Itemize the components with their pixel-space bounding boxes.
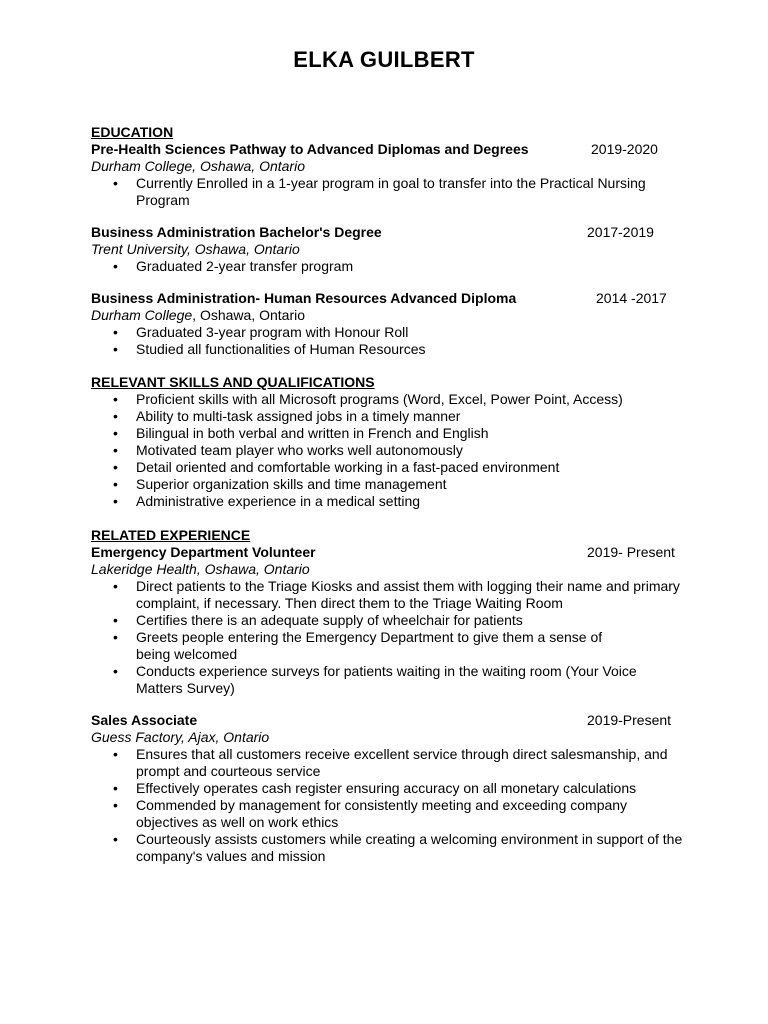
list-item: • Graduated 3-year program with Honour Roll bbox=[91, 324, 691, 341]
school-name: Durham College bbox=[91, 307, 193, 323]
experience-entry-date: 2019- Present bbox=[587, 544, 675, 560]
list-item: • Currently Enrolled in a 1-year program in goal to transfer into the Practical Nursing Program bbox=[91, 175, 651, 209]
education-entry-school bbox=[91, 307, 305, 324]
list-item: • Conducts experience surveys for patients waiting in the waiting room (Your Voice Matters Survey) bbox=[91, 663, 691, 697]
experience-entry-title: Sales Associate bbox=[91, 712, 198, 728]
education-entry-date: 2014 -2017 bbox=[596, 290, 667, 306]
skills-bullets bbox=[91, 391, 691, 510]
education-entry-bullets bbox=[91, 324, 691, 358]
experience-heading: RELATED EXPERIENCE bbox=[91, 527, 251, 543]
education-entry-date: 2019-2020 bbox=[591, 141, 658, 157]
experience-entry-bullets bbox=[91, 578, 691, 697]
list-item: • Greets people entering the Emergency Department to give them a sense of being welcomed bbox=[91, 629, 691, 663]
list-item: • Motivated team player who works well autonomously bbox=[91, 442, 691, 459]
list-item: • Detail oriented and comfortable working in a fast-paced environment bbox=[91, 459, 691, 476]
list-item: • Effectively operates cash register ensuring accuracy on all monetary calculations bbox=[91, 780, 691, 797]
experience-entry-bullets bbox=[91, 746, 691, 865]
school-location: , Oshawa, Ontario bbox=[192, 307, 305, 323]
experience-entry-place: Guess Factory, Ajax, Ontario bbox=[91, 729, 270, 745]
education-entry-school: Durham College, Oshawa, Ontario bbox=[91, 158, 305, 174]
list-item: • Proficient skills with all Microsoft programs (Word, Excel, Power Point, Access) bbox=[91, 391, 691, 408]
education-entry-title: Business Administration- Human Resources Advanced Diploma bbox=[91, 290, 517, 306]
experience-entry-place: Lakeridge Health, Oshawa, Ontario bbox=[91, 561, 310, 577]
list-item: • Courteously assists customers while creating a welcoming environment in support of the company's values and mission bbox=[91, 831, 691, 865]
list-item: • Bilingual in both verbal and written in French and English bbox=[91, 425, 691, 442]
education-entry-school: Trent University, Oshawa, Ontario bbox=[91, 241, 300, 257]
list-item: • Studied all functionalities of Human Resources bbox=[91, 341, 691, 358]
education-entry-title: Business Administration Bachelor's Degree bbox=[91, 224, 382, 240]
list-item: • Administrative experience in a medical setting bbox=[91, 493, 691, 510]
experience-entry-date: 2019-Present bbox=[587, 712, 672, 728]
resume-name: ELKA GUILBERT bbox=[293, 47, 475, 72]
list-item: • Ensures that all customers receive excellent service through direct salesmanship, and prompt and courteous service bbox=[91, 746, 691, 780]
education-entry-date: 2017-2019 bbox=[587, 224, 654, 240]
list-item: • Superior organization skills and time management bbox=[91, 476, 691, 493]
education-entry-bullets bbox=[91, 175, 651, 209]
list-item: • Certifies there is an adequate supply of wheelchair for patients bbox=[91, 612, 691, 629]
list-item: • Commended by management for consistently meeting and exceeding company objectives as well on work ethics bbox=[91, 797, 691, 831]
experience-entry-title: Emergency Department Volunteer bbox=[91, 544, 316, 560]
list-item: • Graduated 2-year transfer program bbox=[91, 258, 691, 275]
list-item: • Ability to multi-task assigned jobs in a timely manner bbox=[91, 408, 691, 425]
list-item: • Direct patients to the Triage Kiosks and assist them with logging their name and primary complaint, if necessary. Then direct them to the Triage Waiting Room bbox=[91, 578, 691, 612]
education-heading: EDUCATION bbox=[91, 124, 174, 140]
skills-heading: RELEVANT SKILLS AND QUALIFICATIONS bbox=[91, 374, 375, 390]
education-entry-title: Pre-Health Sciences Pathway to Advanced Diplomas and Degrees bbox=[91, 141, 529, 157]
education-entry-bullets bbox=[91, 258, 691, 275]
